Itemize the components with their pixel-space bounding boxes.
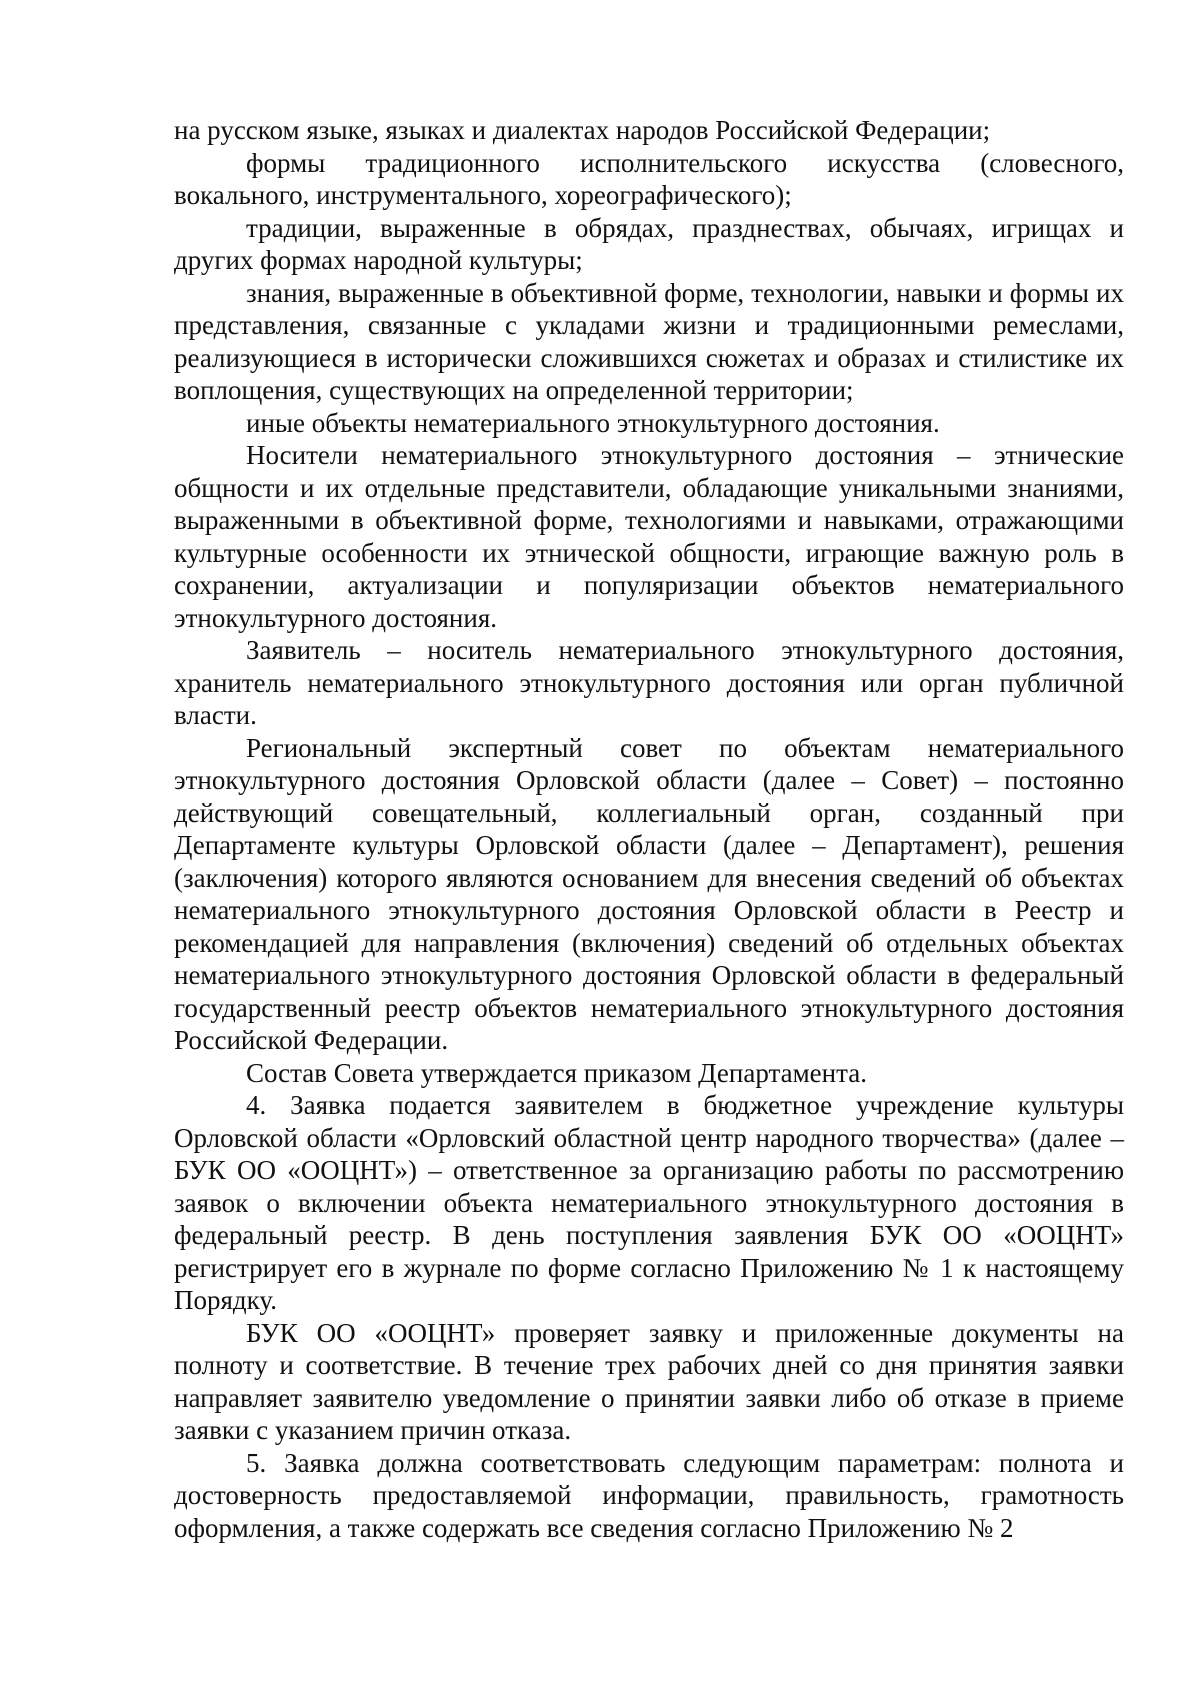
paragraph-council-composition: Состав Совета утверждается приказом Департамента.	[246, 1057, 867, 1088]
paragraph-application-check: БУК ОО «ООЦНТ» проверяет заявку и приложенные документы на полноту и соответствие. В течение трех рабочих дней со дня принятия заявки направляет заявителю уведомление о принятии заявки либо об отказе в приеме заявки с указанием причин отказа.	[174, 1317, 1124, 1445]
paragraph-bearers: Носители нематериального этнокультурного достояния – этнические общности и их отдельные представители, обладающие уникальными знаниями, выраженными в объективной форме, технологиями и навыками, отражающими культурные особенности их этнической общности, играющие важную роль в сохранении, актуализации и популяризации объектов нематериального этнокультурного достояния.	[174, 440, 1124, 633]
paragraph-item-5: 5. Заявка должна соответствовать следующим параметрам: полнота и достоверность предоставляемой информации, правильность, грамотность оформления, а также содержать все сведения согласно Приложению № 2	[174, 1447, 1124, 1543]
paragraph-applicant: Заявитель – носитель нематериального этнокультурного достояния, хранитель нематериального этнокультурного достояния или орган публичной власти.	[174, 635, 1124, 730]
document-body	[174, 114, 1124, 1544]
paragraph-knowledge: знания, выраженные в объективной форме, технологии, навыки и формы их представления, связанные с укладами жизни и традиционными ремеслами, реализующиеся в исторически сложившихся сюжетах и образах и стилистике их воплощения, существующих на определенной территории;	[174, 277, 1124, 405]
paragraph-item-4: 4. Заявка подается заявителем в бюджетное учреждение культуры Орловской области «Орловский областной центр народного творчества» (далее – БУК ОО «ООЦНТ») – ответственное за организацию работы по рассмотрению заявок о включении объекта нематериального этнокультурного достояния в федеральный реестр. В день поступления заявления БУК ОО «ООЦНТ» регистрирует его в журнале по форме согласно Приложению № 1 к настоящему Порядку.	[174, 1090, 1124, 1315]
paragraph-traditions: традиции, выраженные в обрядах, празднествах, обычаях, игрищах и других формах народной культуры;	[174, 212, 1124, 275]
paragraph-performing-arts: формы традиционного исполнительского искусства (словесного, вокального, инструментального, хореографического);	[174, 147, 1124, 210]
paragraph-languages: на русском языке, языках и диалектах народов Российской Федерации;	[174, 115, 991, 145]
paragraph-other-objects: иные объекты нематериального этнокультурного достояния.	[246, 407, 940, 438]
paragraph-regional-council: Региональный экспертный совет по объектам нематериального этнокультурного достояния Орловской области (далее – Совет) – постоянно действующий совещательный, коллегиальный орган, созданный при Департаменте культуры Орловской области (далее – Департамент), решения (заключения) которого являются основанием для внесения сведений об объектах нематериального этнокультурного достояния Орловской области в Реестр и рекомендацией для направления (включения) сведений об отдельных объектах нематериального этнокультурного достояния Орловской области в федеральный государственный реестр объектов нематериального этнокультурного достояния Российской Федерации.	[174, 732, 1124, 1055]
